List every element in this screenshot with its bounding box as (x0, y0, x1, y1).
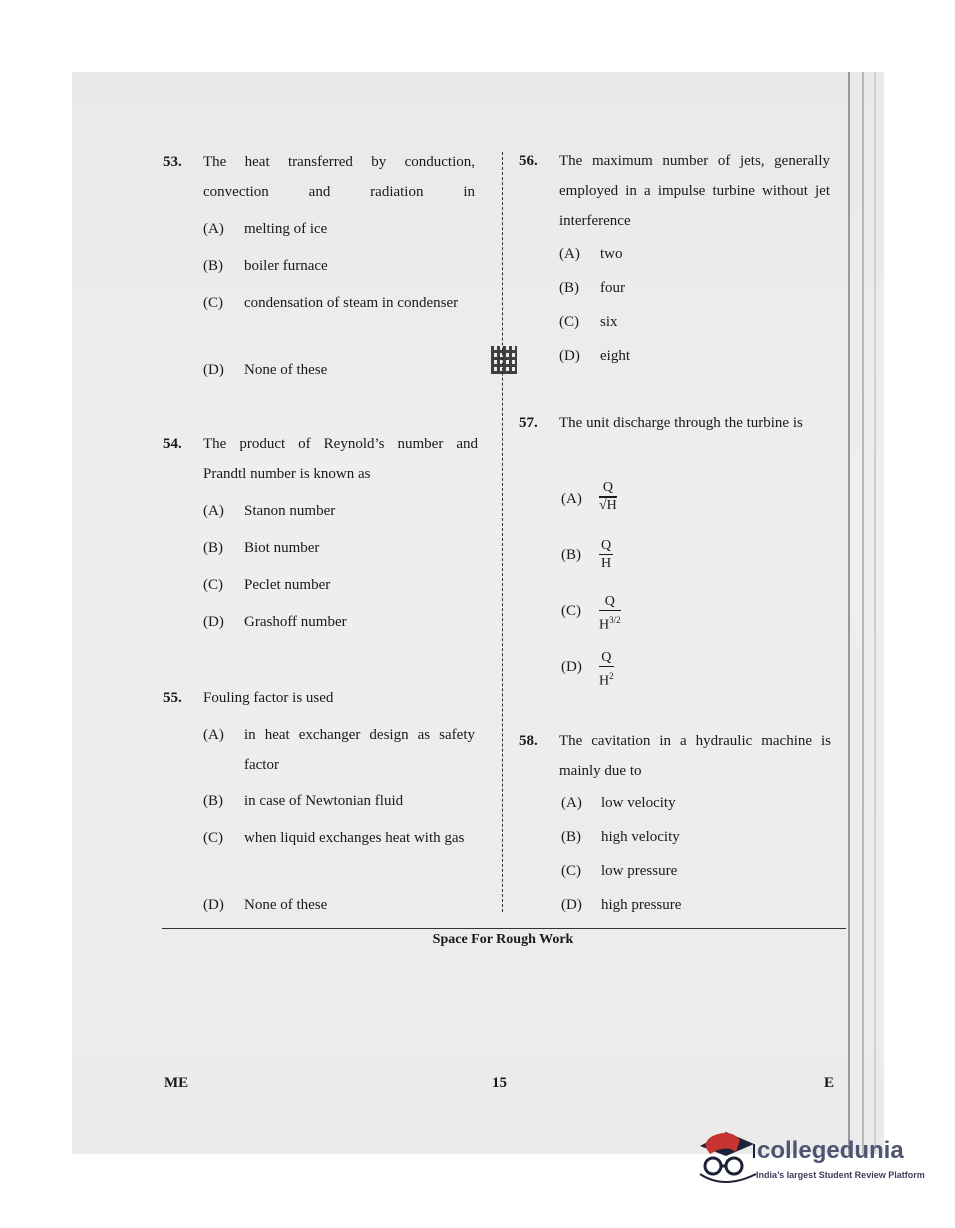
fraction: $\frac{Q}{√H}$ (599, 480, 617, 513)
page-edge (874, 72, 876, 1154)
fraction: $\frac{Q}{H^{3/2}}$ (599, 594, 621, 633)
question-stem: The maximum number of jets, generally employed in a impulse turbine without jet interference (559, 153, 830, 229)
page-edge (848, 72, 850, 1154)
rough-work-label: Space For Rough Work (432, 932, 574, 947)
question-stem: The unit discharge through the turbine is (559, 415, 803, 431)
option-57-c: (C) $\frac{Q}{H^{3/2}}$ (561, 594, 621, 633)
rough-work-rule (162, 928, 846, 929)
question-stem: The heat transferred by conduction, convection and radiation in (203, 154, 475, 200)
question-number: 55. (163, 690, 182, 706)
question-58 (519, 726, 830, 786)
column-divider (502, 152, 503, 912)
question-57 (519, 408, 830, 468)
watermark-tagline: India’s largest Student Review Platform (756, 1170, 925, 1180)
option-57-b: (B) $\frac{Q}{H}$ (561, 538, 612, 571)
question-number: 58. (519, 733, 538, 749)
question-number: 56. (519, 153, 538, 169)
footer-set-code: E (824, 1075, 835, 1091)
question-53 (163, 147, 475, 207)
question-number: 54. (163, 436, 182, 452)
option-57-d: (D) $\frac{Q}{H^2}$ (561, 650, 614, 689)
question-number: 53. (163, 154, 182, 170)
qr-code-icon (491, 346, 517, 374)
question-stem: Fouling factor is used (203, 690, 334, 706)
question-55 (163, 683, 475, 713)
question-stem: The cavitation in a hydraulic machine is mainly due to (559, 733, 831, 779)
question-56 (519, 146, 830, 236)
watermark-brand: collegedunia (757, 1137, 904, 1164)
page-number: 15 (492, 1075, 507, 1091)
option-57-a: (A) $\frac{Q}{√H}$ (561, 480, 617, 513)
question-54 (163, 429, 478, 489)
fraction: $\frac{Q}{H}$ (601, 538, 612, 571)
page-edge (862, 72, 864, 1154)
question-number: 57. (519, 415, 538, 431)
fraction: $\frac{Q}{H^2}$ (599, 650, 614, 689)
footer-subject-code: ME (164, 1075, 189, 1091)
question-stem: The product of Reynold’s number and Prandtl number is known as (203, 436, 478, 482)
